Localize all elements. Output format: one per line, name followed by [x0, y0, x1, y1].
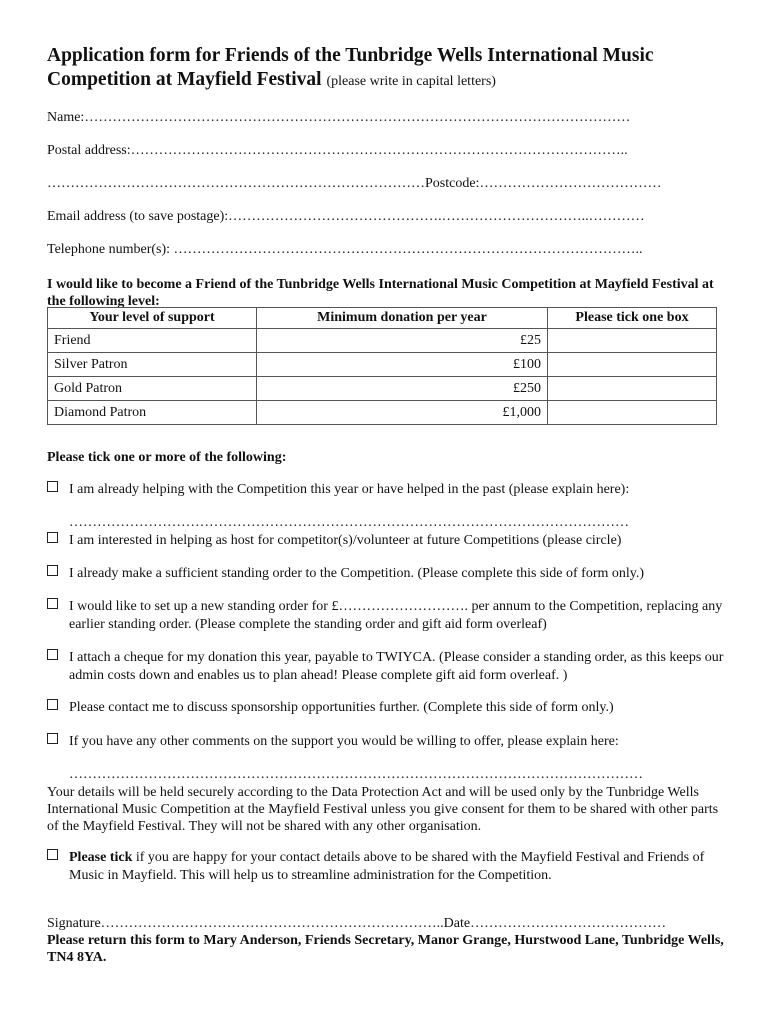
column-header-tick: Please tick one box: [548, 308, 717, 329]
form-title-note: (please write in capital letters): [326, 74, 496, 89]
postal-address-field[interactable]: Postal address:……………………………………………………………………………………………..: [47, 143, 628, 158]
support-level-intro: I would like to become a Friend of the Tunbridge Wells International Music Competition at Mayfield Festival at the following level:: [47, 277, 714, 309]
checkbox[interactable]: [47, 733, 58, 744]
level-amount: £1,000: [257, 401, 548, 425]
tick-cell-friend[interactable]: [548, 329, 717, 353]
comments-line[interactable]: ……………………………………………………………………………………………………………: [69, 767, 643, 782]
form-title: [47, 44, 727, 94]
checkbox[interactable]: [47, 532, 58, 543]
tick-cell-diamond[interactable]: [548, 401, 717, 425]
option-cheque: [47, 649, 724, 683]
option-label: Please contact me to discuss sponsorship opportunities further. (Complete this side of form only.): [69, 700, 614, 715]
tick-cell-gold[interactable]: [548, 377, 717, 401]
option-label: I already make a sufficient standing order to the Competition. (Please complete this side of form only.): [69, 566, 645, 581]
tick-cell-silver[interactable]: [548, 353, 717, 377]
checkbox[interactable]: [47, 565, 58, 576]
consent-bold-label: Please tick: [69, 850, 133, 865]
table-header-row: [48, 308, 717, 329]
level-name: Diamond Patron: [48, 401, 257, 425]
option-existing-standing-order: [47, 565, 645, 583]
consent-text: [69, 849, 729, 885]
checkbox[interactable]: [47, 481, 58, 492]
privacy-statement: Your details will be held securely according to the Data Protection Act and will be used only by the Tunbridge Wells International Music Competition at the Mayfield Festival unless you give consent for them to be shared with other parts of the Mayfield Festival. They will not be shared with any other organisation.: [47, 785, 719, 834]
name-field[interactable]: Name:………………………………………………………………………………………………………: [47, 110, 631, 125]
option-label: I am interested in helping as host for competitor(s)/volunteer at future Competitions (please circle): [69, 533, 622, 548]
consent-label: if you are happy for your contact details above to be shared with the Mayfield Festival and Friends of Music in Mayfield. This will help us to streamline administration for the Competition.: [69, 850, 705, 883]
return-instructions: Please return this form to Mary Anderson, Friends Secretary, Manor Grange, Hurstwood Lane, Tunbridge Wells, TN4 8YA.: [47, 933, 724, 965]
table-row: [48, 353, 717, 377]
option-label: I would like to set up a new standing order for £………………………. per annum to the Competition, replacing any earlier standing order. (Please complete the standing order and gift aid form overleaf): [69, 599, 723, 632]
table-row: [48, 329, 717, 353]
level-name: Friend: [48, 329, 257, 353]
level-amount: £25: [257, 329, 548, 353]
form-title-main: Application form for Friends of the Tunbridge Wells International Music Competition at Mayfield Festival: [47, 45, 654, 90]
level-amount: £250: [257, 377, 548, 401]
option-other-comments: [47, 733, 619, 751]
options-heading: Please tick one or more of the following:: [47, 450, 287, 465]
checkbox[interactable]: [47, 598, 58, 609]
consent-option: [47, 849, 705, 883]
explain-line[interactable]: …………………………………………………………………………………………………………: [69, 515, 629, 530]
column-header-level: Your level of support: [48, 308, 257, 329]
level-name: Gold Patron: [48, 377, 257, 401]
option-sponsorship: [47, 699, 614, 717]
signature-date-line[interactable]: Signature………………………………………………………………..Date……………………………………: [47, 916, 667, 931]
checkbox[interactable]: [47, 849, 58, 860]
option-label: I am already helping with the Competition this year or have helped in the past (please explain here):: [69, 482, 630, 497]
table-row: [48, 377, 717, 401]
option-helping-past: [47, 481, 630, 499]
level-name: Silver Patron: [48, 353, 257, 377]
column-header-donation: Minimum donation per year: [257, 308, 548, 329]
telephone-field[interactable]: Telephone number(s): ………………………………………………………………………………………..: [47, 242, 643, 257]
option-label: If you have any other comments on the support you would be willing to offer, please explain here:: [69, 734, 619, 749]
support-level-table: [47, 307, 717, 425]
option-label: I attach a cheque for my donation this year, payable to TWIYCA. (Please consider a standing order, as this keeps our admin costs down and enables us to plan ahead! Please complete gift aid form overleaf. ): [69, 650, 724, 683]
option-new-standing-order: [47, 598, 723, 632]
option-host-volunteer: [47, 532, 622, 550]
table-row: [48, 401, 717, 425]
checkbox[interactable]: [47, 649, 58, 660]
checkbox[interactable]: [47, 699, 58, 710]
email-field[interactable]: Email address (to save postage):……………………………………….…………………………..…………: [47, 209, 645, 224]
level-amount: £100: [257, 353, 548, 377]
postcode-field[interactable]: ………………………………………………………………………Postcode:…………………………………: [47, 176, 662, 191]
